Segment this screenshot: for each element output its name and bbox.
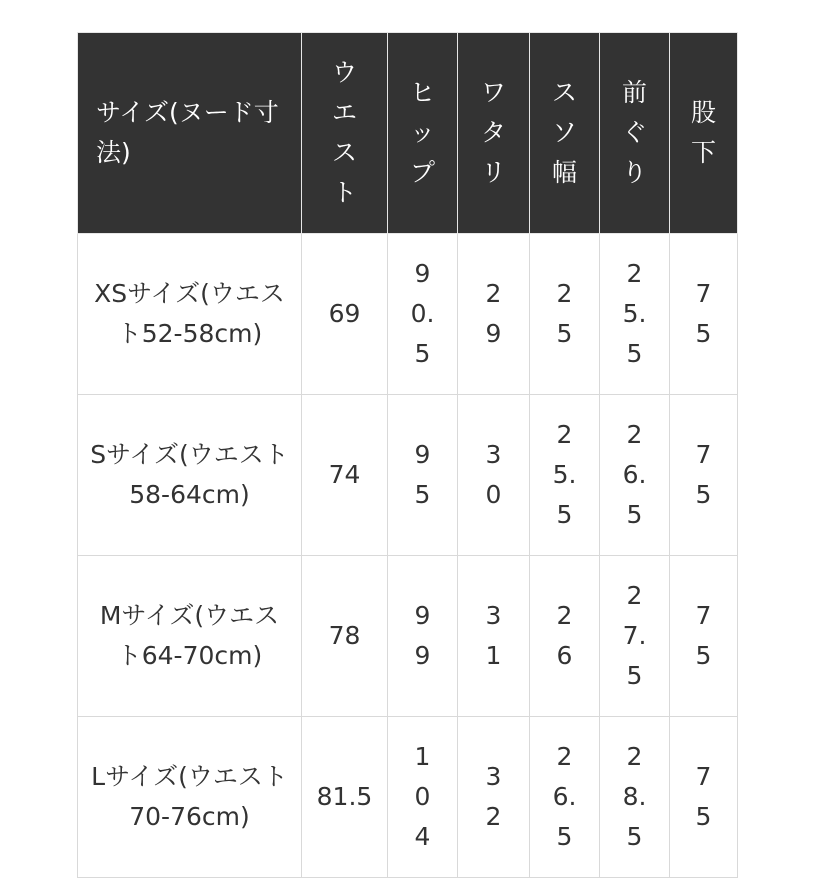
thigh-cell xyxy=(458,717,530,878)
header-hip-label: ヒップ xyxy=(410,78,436,187)
hip-value: 104 xyxy=(414,742,431,851)
header-front-rise xyxy=(600,33,670,234)
header-inseam-label: 股下 xyxy=(691,98,717,167)
inseam-value: 75 xyxy=(695,440,712,509)
hem-width-cell xyxy=(530,234,600,395)
front-rise-cell xyxy=(600,556,670,717)
waist-cell: 81.5 xyxy=(302,717,388,878)
table-row xyxy=(78,717,738,878)
header-inseam xyxy=(670,33,738,234)
hem-width-value: 25 xyxy=(556,279,573,348)
waist-cell: 78 xyxy=(302,556,388,717)
hip-cell xyxy=(388,556,458,717)
size-cell: XSサイズ(ウエスト52-58cm) xyxy=(78,234,302,395)
inseam-cell xyxy=(670,717,738,878)
hem-width-cell xyxy=(530,717,600,878)
table-row xyxy=(78,234,738,395)
thigh-value: 30 xyxy=(485,440,502,509)
header-size: サイズ(ヌード寸法) xyxy=(78,33,302,234)
size-cell: Lサイズ(ウエスト70-76cm) xyxy=(78,717,302,878)
front-rise-cell xyxy=(600,395,670,556)
hem-width-value: 26 xyxy=(556,601,573,670)
thigh-cell xyxy=(458,556,530,717)
inseam-value: 75 xyxy=(695,601,712,670)
hem-width-value: 26.5 xyxy=(552,742,577,851)
inseam-value: 75 xyxy=(695,762,712,831)
hip-value: 90.5 xyxy=(410,259,435,368)
front-rise-value: 26.5 xyxy=(622,420,647,529)
inseam-value: 75 xyxy=(695,279,712,348)
hip-cell xyxy=(388,717,458,878)
header-thigh xyxy=(458,33,530,234)
header-hem-width xyxy=(530,33,600,234)
inseam-cell xyxy=(670,234,738,395)
table-header-row xyxy=(78,33,738,234)
hip-cell xyxy=(388,234,458,395)
inseam-cell xyxy=(670,395,738,556)
front-rise-cell xyxy=(600,234,670,395)
front-rise-value: 28.5 xyxy=(622,742,647,851)
front-rise-value: 27.5 xyxy=(622,581,647,690)
hip-value: 99 xyxy=(414,601,431,670)
header-hip xyxy=(388,33,458,234)
size-cell: Mサイズ(ウエスト64-70cm) xyxy=(78,556,302,717)
header-waist xyxy=(302,33,388,234)
size-cell: Sサイズ(ウエスト58-64cm) xyxy=(78,395,302,556)
front-rise-value: 25.5 xyxy=(622,259,647,368)
table-row xyxy=(78,395,738,556)
thigh-value: 32 xyxy=(485,762,502,831)
hip-cell xyxy=(388,395,458,556)
hip-value: 95 xyxy=(414,440,431,509)
thigh-value: 31 xyxy=(485,601,502,670)
thigh-cell xyxy=(458,395,530,556)
header-front-rise-label: 前ぐり xyxy=(622,78,648,187)
waist-cell: 69 xyxy=(302,234,388,395)
header-hem-width-label: スソ幅 xyxy=(552,78,578,187)
thigh-value: 29 xyxy=(485,279,502,348)
size-chart-table xyxy=(77,32,738,878)
hem-width-cell xyxy=(530,395,600,556)
table-row xyxy=(78,556,738,717)
hem-width-value: 25.5 xyxy=(552,420,577,529)
inseam-cell xyxy=(670,556,738,717)
front-rise-cell xyxy=(600,717,670,878)
waist-cell: 74 xyxy=(302,395,388,556)
header-thigh-label: ワタリ xyxy=(481,78,507,187)
header-waist-label: ウエスト xyxy=(332,58,358,207)
hem-width-cell xyxy=(530,556,600,717)
thigh-cell xyxy=(458,234,530,395)
